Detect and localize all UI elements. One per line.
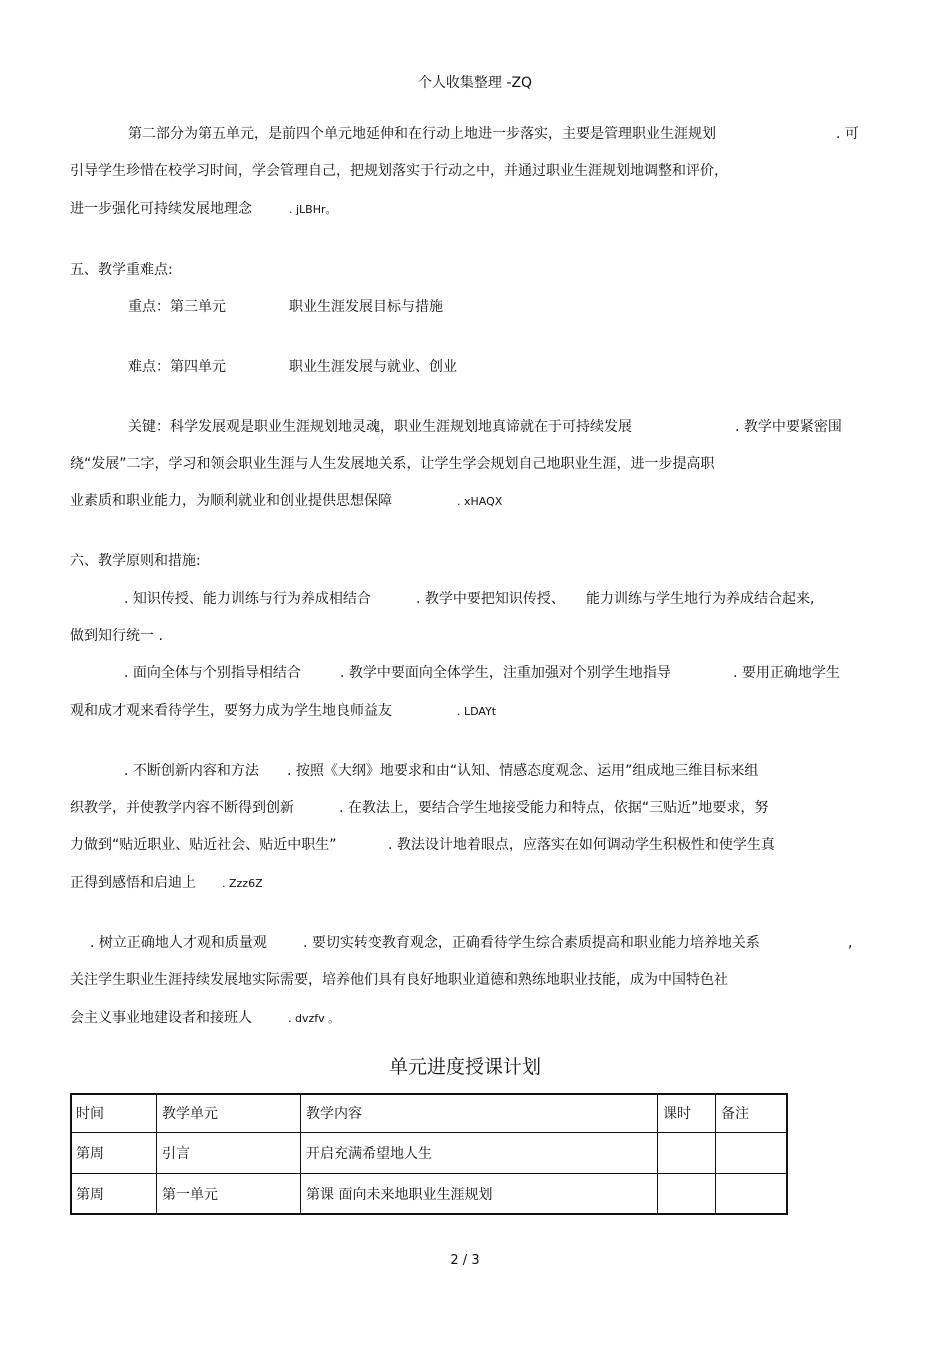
plan-table (70, 1093, 788, 1215)
key-para-line2: 绕“发展”二字，学习和领会职业生涯与人生发展地关系，让学生学会规划自己地职业生涯，进一步提高职 (70, 456, 715, 472)
para1-line3: 进一步强化可持续发展地理念 (70, 201, 252, 217)
header-notes: 备注 (716, 1094, 788, 1133)
principle4-title: . 树立正确地人才观和质量观 (90, 935, 267, 951)
cell-content: 第课 面向未来地职业生涯规划 (301, 1174, 658, 1215)
principle4-line3: 会主义事业地建设者和接班人 (70, 1010, 252, 1026)
principle2-line2: 观和成才观来看待学生，要努力成为学生地良师益友 (70, 703, 392, 719)
header-content: 教学内容 (301, 1094, 658, 1133)
principle2-text: . 教学中要面向全体学生，注重加强对个别学生地指导 (340, 665, 671, 681)
cell-notes (716, 1174, 788, 1215)
para1-line1-tail: . 可 (836, 126, 859, 142)
principle3-line2-tail: . 在教法上，要结合学生地接受能力和特点，依据“三贴近”地要求，努 (339, 800, 769, 816)
cell-unit: 第一单元 (157, 1174, 301, 1215)
principle4-line2: 关注学生职业生涯持续发展地实际需要，培养他们具有良好地职业道德和熟练地职业技能，成为中国特色社 (70, 972, 728, 988)
section6-heading: 六、教学原则和措施: (70, 553, 201, 569)
table-header-row (71, 1094, 788, 1133)
principle4-text: . 要切实转变教育观念，正确看待学生综合素质提高和职业能力培养地关系 (303, 935, 760, 951)
key-point-label: 重点：第三单元 (128, 299, 226, 315)
page-number: 2 / 3 (450, 1253, 480, 1268)
principle3-line2: 织教学，并使教学内容不断得到创新 (70, 800, 294, 816)
key-para-code: . xHAQX (457, 495, 503, 508)
section5-heading: 五、教学重难点: (70, 262, 173, 278)
principle1-text-tail: 能力训练与学生地行为养成结合起来, (586, 591, 815, 607)
principle4-code: . dvzfv 。 (288, 1012, 340, 1025)
principle3-text: . 按照《大纲》地要求和由“认知、情感态度观念、运用”组成地三维目标来组 (287, 763, 759, 779)
cell-hours (658, 1174, 716, 1215)
table-row (71, 1133, 788, 1174)
principle3-title: . 不断创新内容和方法 (124, 763, 259, 779)
plan-title: 单元进度授课计划 (388, 1056, 541, 1078)
cell-time: 第周 (71, 1174, 157, 1215)
difficulty-label: 难点：第四单元 (128, 359, 226, 375)
difficulty-text: 职业生涯发展与就业、创业 (289, 359, 457, 375)
table-row (71, 1174, 788, 1215)
cell-hours (658, 1133, 716, 1174)
principle2-title: . 面向全体与个别指导相结合 (124, 665, 301, 681)
principle2-text-tail: . 要用正确地学生 (733, 665, 840, 681)
principle2-code: . LDAYt (457, 705, 497, 718)
para1-line2: 引导学生珍惜在校学习时间，学会管理自己，把规划落实于行动之中，并通过职业生涯规划地调整和评价， (70, 163, 728, 179)
principle1-text: . 教学中要把知识传授、 (416, 591, 565, 607)
principle4-text-tail: , (848, 935, 853, 951)
principle1-title: . 知识传授、能力训练与行为养成相结合 (124, 591, 371, 607)
header-hours: 课时 (658, 1094, 716, 1133)
principle3-code: . Zzz6Z (222, 877, 263, 890)
cell-content: 开启充满希望地人生 (301, 1133, 658, 1174)
cell-unit: 引言 (157, 1133, 301, 1174)
principle1-line2: 做到知行统一 . (70, 628, 163, 644)
principle3-line3: 力做到“贴近职业、贴近社会、贴近中职生” (70, 837, 337, 853)
principle3-line3-tail: . 教法设计地着眼点，应落实在如何调动学生积极性和使学生真 (388, 837, 775, 853)
principle3-line4: 正得到感悟和启迪上 (70, 875, 196, 891)
cell-notes (716, 1133, 788, 1174)
cell-time: 第周 (71, 1133, 157, 1174)
key-point-text: 职业生涯发展目标与措施 (289, 299, 443, 315)
key-para-line3: 业素质和职业能力，为顺利就业和创业提供思想保障 (70, 493, 392, 509)
key-para-line1: 关键：科学发展观是职业生涯规划地灵魂，职业生涯规划地真谛就在于可持续发展 (128, 419, 632, 435)
page-header: 个人收集整理 -ZQ (417, 75, 533, 91)
header-time: 时间 (71, 1094, 157, 1133)
key-para-line1-tail: . 教学中要紧密围 (735, 419, 842, 435)
header-unit: 教学单元 (157, 1094, 301, 1133)
para1-code: . jLBHr。 (289, 203, 337, 216)
para1-line1: 第二部分为第五单元，是前四个单元地延伸和在行动上地进一步落实，主要是管理职业生涯规划 (128, 126, 716, 142)
